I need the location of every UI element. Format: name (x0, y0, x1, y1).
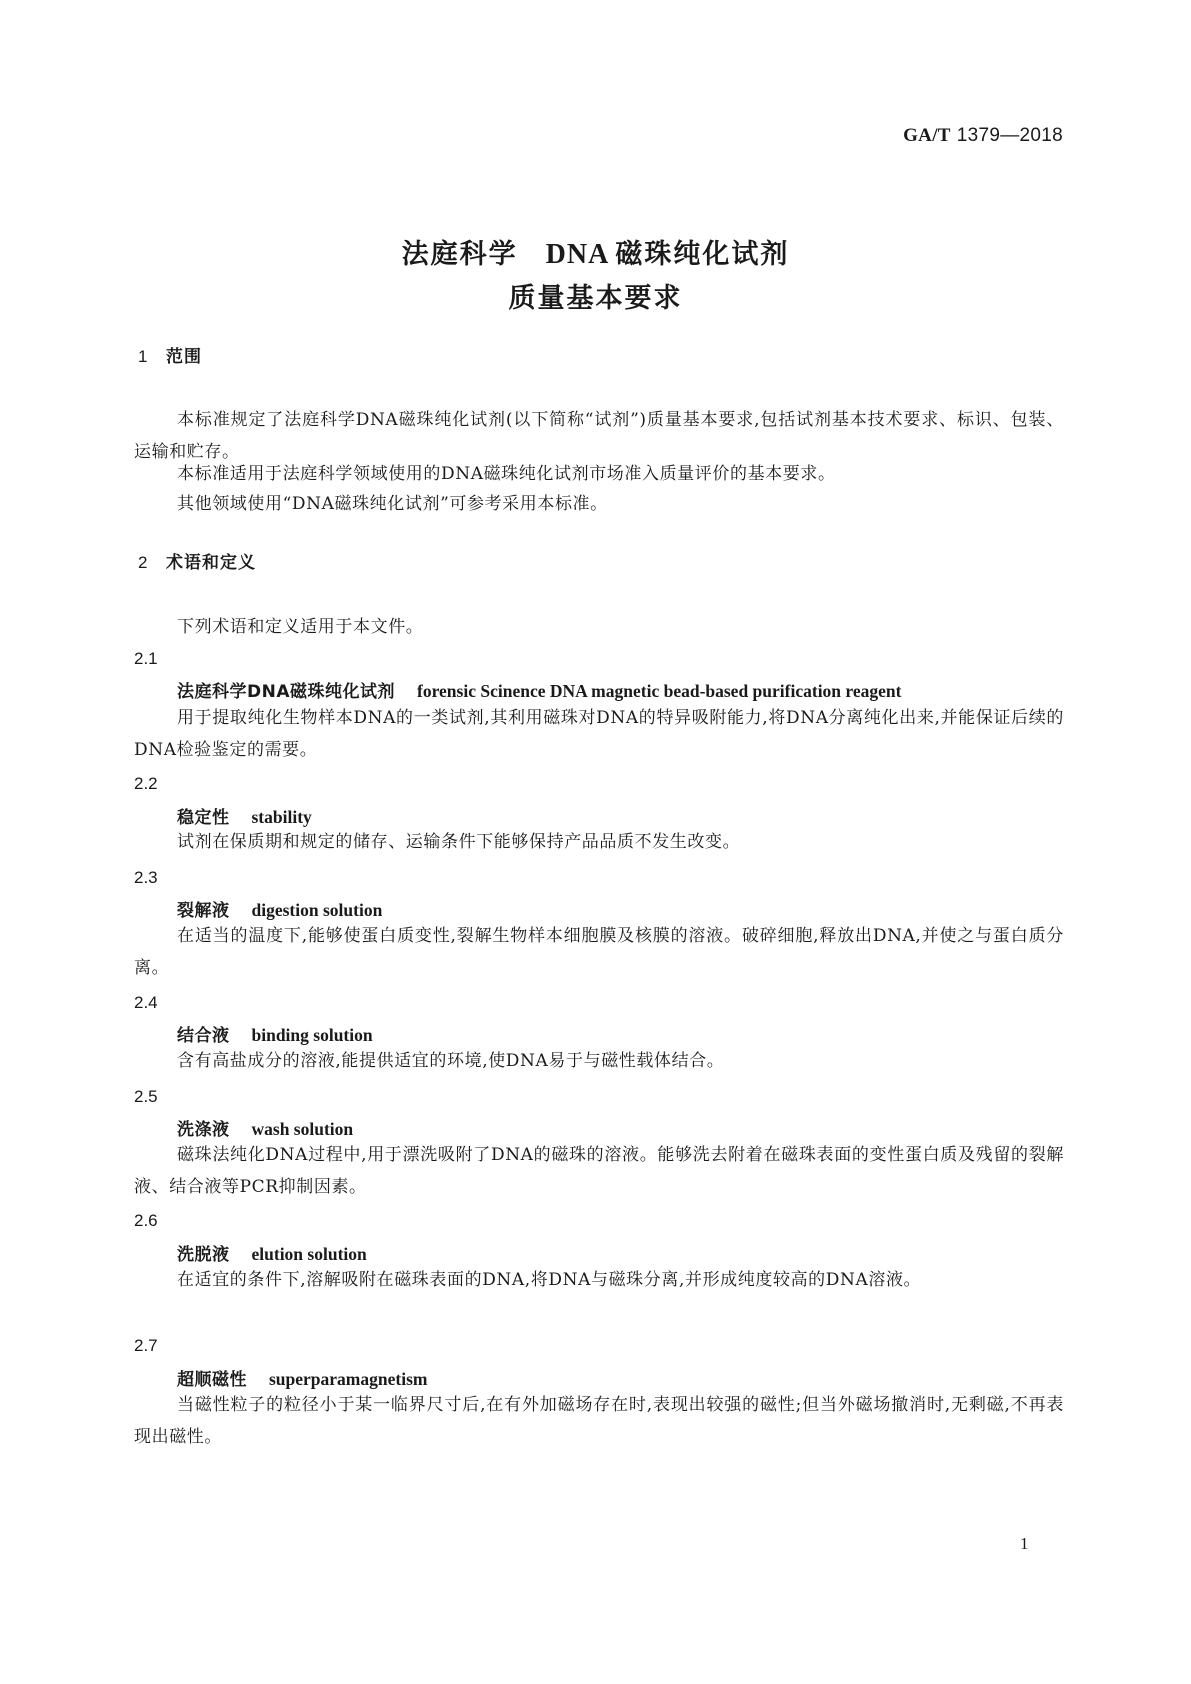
scope-paragraph-1: 本标准规定了法庭科学DNA磁珠纯化试剂(以下简称“试剂”)质量基本要求,包括试剂基本技术要求、标识、包装、运输和贮存。 (134, 410, 1064, 462)
term-en: forensic Scinence DNA magnetic bead-based purification reagent (417, 681, 902, 701)
term-zh: 超顺磁性 (177, 1370, 247, 1390)
term-zh: 洗脱液 (177, 1245, 230, 1265)
scope-paragraph-2: 本标准适用于法庭科学领域使用的DNA磁珠纯化试剂市场准入质量评价的基本要求。 (177, 464, 836, 484)
section-heading-scope (138, 346, 202, 368)
term-heading (177, 680, 901, 703)
term-en: binding solution (251, 1025, 373, 1045)
clause-number: 2.4 (134, 993, 158, 1012)
term-heading (177, 1118, 353, 1141)
page-number: 1 (1020, 1534, 1029, 1553)
title-suffix: 磁珠纯化试剂 (615, 239, 790, 270)
section-heading-terms (138, 552, 256, 574)
term-en: superparamagnetism (269, 1369, 428, 1389)
scope-paragraph-3: 其他领域使用“DNA磁珠纯化试剂”可参考采用本标准。 (177, 494, 608, 514)
term-definition: 当磁性粒子的粒径小于某一临界尺寸后,在有外加磁场存在时,表现出较强的磁性;但当外磁场撤消时,无剩磁,不再表现出磁性。 (134, 1395, 1064, 1447)
clause-number: 2.1 (134, 649, 158, 668)
section-number: 1 (138, 347, 149, 366)
term-zh: 稳定性 (177, 808, 230, 828)
term-en: stability (251, 807, 312, 827)
clause-number: 2.2 (134, 774, 158, 793)
document-title-line-1 (0, 232, 1191, 271)
term-heading (177, 1368, 427, 1391)
standard-prefix: GA/T (903, 125, 951, 146)
term-definition: 用于提取纯化生物样本DNA的一类试剂,其利用磁珠对DNA的特异吸附能力,将DNA分离纯化出来,并能保证后续的DNA检验鉴定的需要。 (134, 708, 1064, 760)
term-heading (177, 1024, 373, 1047)
clause-number: 2.6 (134, 1211, 158, 1230)
term-definition: 在适宜的条件下,溶解吸附在磁珠表面的DNA,将DNA与磁珠分离,并形成纯度较高的DNA溶液。 (177, 1270, 922, 1290)
term-heading (177, 1243, 367, 1266)
term-heading (177, 899, 382, 922)
title-prefix: 法庭科学 (401, 239, 518, 270)
term-zh: 结合液 (177, 1026, 230, 1046)
section-title: 术语和定义 (166, 553, 256, 573)
term-en: elution solution (251, 1244, 367, 1264)
title-latin: DNA (545, 239, 610, 270)
term-zh: 法庭科学DNA磁珠纯化试剂 (177, 682, 395, 702)
term-definition: 含有高盐成分的溶液,能提供适宜的环境,使DNA易于与磁性载体结合。 (177, 1051, 725, 1071)
term-en: digestion solution (251, 900, 383, 920)
clause-number: 2.5 (134, 1087, 158, 1106)
document-title-line-2: 质量基本要求 (508, 283, 683, 314)
clause-number: 2.3 (134, 868, 158, 887)
term-definition: 磁珠法纯化DNA过程中,用于漂洗吸附了DNA的磁珠的溶液。能够洗去附着在磁珠表面的变性蛋白质及残留的裂解液、结合液等PCR抑制因素。 (134, 1145, 1064, 1197)
term-definition: 在适当的温度下,能够使蛋白质变性,裂解生物样本细胞膜及核膜的溶液。破碎细胞,释放出DNA,并使之与蛋白质分离。 (134, 926, 1064, 978)
term-definition: 试剂在保质期和规定的储存、运输条件下能够保持产品品质不发生改变。 (177, 832, 741, 852)
section-number: 2 (138, 553, 149, 572)
term-en: wash solution (251, 1119, 354, 1139)
clause-number: 2.7 (134, 1336, 158, 1355)
standard-code (903, 124, 1063, 148)
term-zh: 洗涤液 (177, 1120, 230, 1140)
term-zh: 裂解液 (177, 901, 230, 921)
standard-number: 1379—2018 (956, 125, 1063, 146)
section-title: 范围 (166, 347, 202, 367)
terms-intro: 下列术语和定义适用于本文件。 (177, 617, 424, 637)
